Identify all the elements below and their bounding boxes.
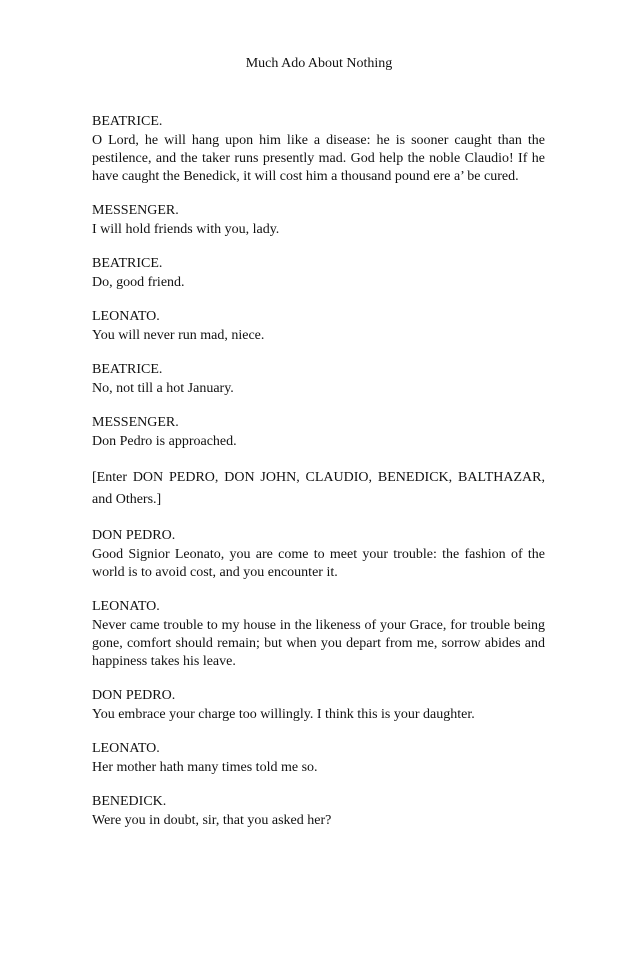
- speaker-name: DON PEDRO.: [92, 528, 176, 543]
- speech-block: [92, 202, 545, 239]
- speech-text: Her mother hath many times told me so.: [92, 760, 318, 775]
- stage-direction: [Enter DON PEDRO, DON JOHN, CLAUDIO, BENEDICK, BALTHAZAR, and Others.]: [92, 470, 545, 507]
- speech-text: Never came trouble to my house in the likeness of your Grace, for trouble being gone, comfort should remain; but when you depart from me, sorrow abides and happiness takes his leave.: [92, 618, 545, 669]
- speech-text: Good Signior Leonato, you are come to meet your trouble: the fashion of the world is to avoid cost, and you encounter it.: [92, 547, 545, 580]
- speaker-name: LEONATO.: [92, 599, 160, 614]
- speech-block: [92, 793, 545, 830]
- speech-block: [92, 255, 545, 292]
- speech-block: [92, 414, 545, 451]
- speaker-name: BEATRICE.: [92, 114, 163, 129]
- speech-text: Were you in doubt, sir, that you asked her?: [92, 813, 332, 828]
- script-body: [92, 113, 545, 846]
- speech-block: [92, 740, 545, 777]
- speech-text: Don Pedro is approached.: [92, 434, 237, 449]
- speaker-name: BEATRICE.: [92, 256, 163, 271]
- speaker-name: MESSENGER.: [92, 203, 179, 218]
- speaker-name: BENEDICK.: [92, 794, 167, 809]
- speech-text: You embrace your charge too willingly. I think this is your daughter.: [92, 707, 475, 722]
- speech-block: [92, 598, 545, 671]
- speaker-name: DON PEDRO.: [92, 688, 176, 703]
- speech-text: Do, good friend.: [92, 275, 185, 290]
- speech-text: You will never run mad, niece.: [92, 328, 265, 343]
- speech-text: No, not till a hot January.: [92, 381, 234, 396]
- speaker-name: BEATRICE.: [92, 362, 163, 377]
- speech-block: [92, 308, 545, 345]
- speaker-name: MESSENGER.: [92, 415, 179, 430]
- speaker-name: LEONATO.: [92, 741, 160, 756]
- speech-block: [92, 687, 545, 724]
- speech-block: [92, 527, 545, 582]
- running-title: Much Ado About Nothing: [245, 56, 393, 71]
- speech-block: [92, 361, 545, 398]
- speech-block: [92, 113, 545, 186]
- speaker-name: LEONATO.: [92, 309, 160, 324]
- stage-direction-block: [92, 467, 545, 511]
- speech-text: I will hold friends with you, lady.: [92, 222, 280, 237]
- speech-text: O Lord, he will hang upon him like a disease: he is sooner caught than the pestilence, and the taker runs presently mad. God help the noble Claudio! If he have caught the Benedick, it will cost him a thousand pound ere a’ be cured.: [92, 133, 545, 184]
